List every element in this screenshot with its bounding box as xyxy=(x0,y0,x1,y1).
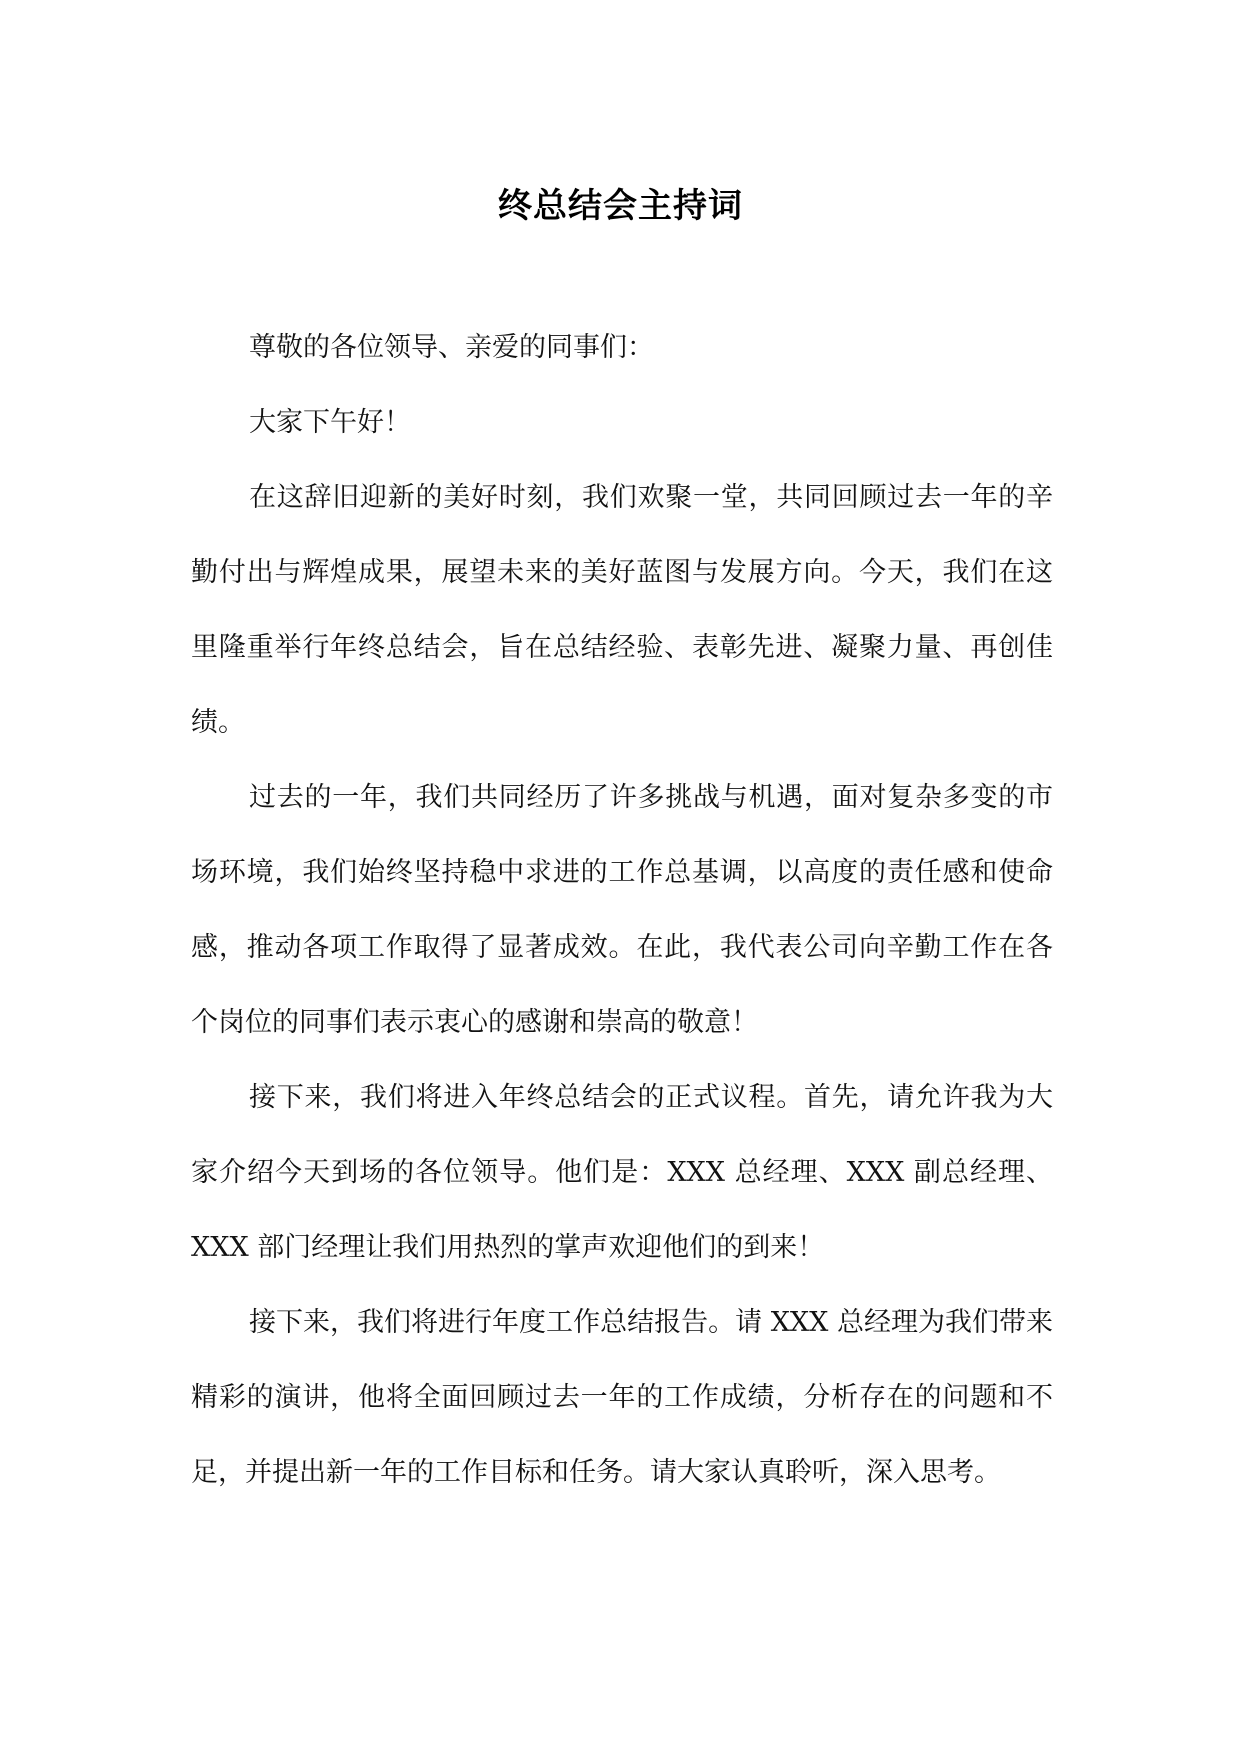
paragraph-salutation: 尊敬的各位领导、亲爱的同事们： xyxy=(249,332,654,363)
paragraph-opening: 在这辞旧迎新的美好时刻，我们欢聚一堂，共同回顾过去一年的辛勤付出与辉煌成果，展望未来的美好蓝图与发展方向。今天，我们在这里隆重举行年终总结会，旨在总结经验、表彰先进、凝聚力量、再创佳绩。 xyxy=(191,482,1053,738)
paragraph-introductions: 接下来，我们将进入年终总结会的正式议程。首先，请允许我为大家介绍今天到场的各位领导。他们是：XXX 总经理、XXX 副总经理、XXX 部门经理让我们用热烈的掌声欢迎他们的到来！ xyxy=(191,1082,1053,1263)
document-title: 终总结会主持词 xyxy=(498,186,743,226)
paragraph-report: 接下来，我们将进行年度工作总结报告。请 XXX 总经理为我们带来精彩的演讲，他将全面回顾过去一年的工作成绩，分析存在的问题和不足，并提出新一年的工作目标和任务。请大家认真聆听，深入思考。 xyxy=(191,1307,1053,1488)
paragraph-review: 过去的一年，我们共同经历了许多挑战与机遇，面对复杂多变的市场环境，我们始终坚持稳中求进的工作总基调，以高度的责任感和使命感，推动各项工作取得了显著成效。在此，我代表公司向辛勤工作在各个岗位的同事们表示衷心的感谢和崇高的敬意！ xyxy=(191,782,1053,1038)
paragraph-greeting: 大家下午好！ xyxy=(249,407,411,438)
document-body xyxy=(191,310,1053,1510)
